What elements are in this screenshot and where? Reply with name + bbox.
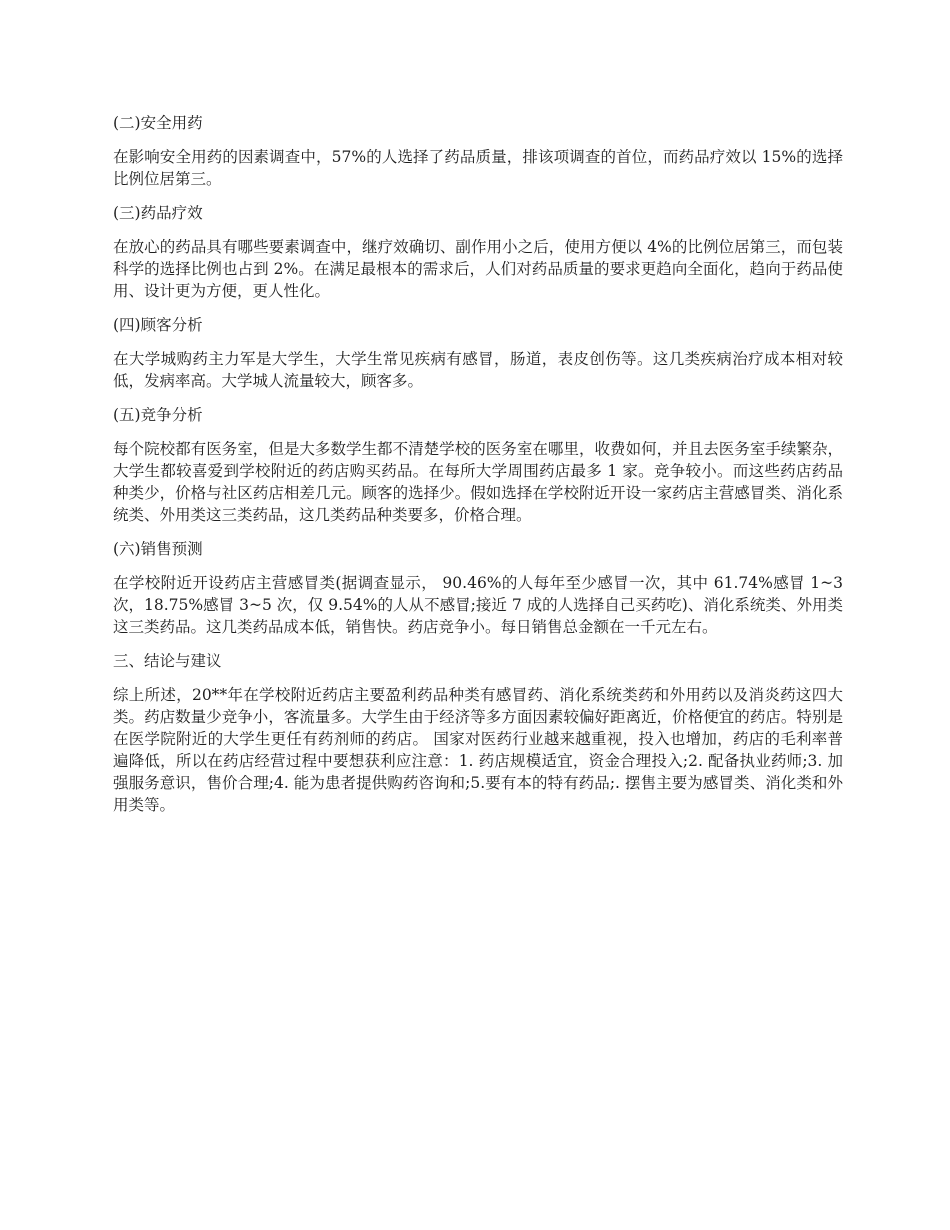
section-body-safe-medication: 在影响安全用药的因素调查中，57%的人选择了药品质量，排该项调查的首位，而药品疗效以 15%的选择比例位居第三。 [113, 148, 843, 188]
section-body-sales-forecast: 在学校附近开设药店主营感冒类(据调查显示， 90.46%的人每年至少感冒一次，其中 61.74%感冒 1~3 次，18.75%感冒 3~5 次，仅 9.54%的人从不感冒;接近 7 成的人选择自己买药吃)、消化系统类、外用类这三类药品。这几类药品成本低，销售快。药店竞争小。每日销售总金额在一千元左右。 [113, 574, 843, 636]
section-heading-customer-analysis: (四)顾客分析 [113, 316, 203, 334]
section-heading-competition-analysis: (五)竞争分析 [113, 406, 203, 424]
section-body-customer-analysis: 在大学城购药主力军是大学生，大学生常见疾病有感冒，肠道，表皮创伤等。这几类疾病治疗成本相对较低，发病率高。大学城人流量较大，顾客多。 [113, 350, 843, 390]
document-page [113, 112, 843, 828]
section-heading-sales-forecast: (六)销售预测 [113, 540, 203, 558]
section-heading-conclusion: 三、结论与建议 [113, 652, 222, 670]
section-body-drug-efficacy: 在放心的药品具有哪些要素调查中，继疗效确切、副作用小之后，使用方便以 4%的比例位居第三，而包装科学的选择比例也占到 2%。在满足最根本的需求后，人们对药品质量的要求更趋向全面化，趋向于药品使用、设计更为方便，更人性化。 [113, 238, 843, 300]
section-body-conclusion: 综上所述，20**年在学校附近药店主要盈利药品种类有感冒药、消化系统类药和外用药以及消炎药这四大类。药店数量少竞争小，客流量多。大学生由于经济等多方面因素较偏好距离近，价格便宜的药店。特别是在医学院附近的大学生更任有药剂师的药店。 国家对医药行业越来越重视，投入也增加，药店的毛利率普遍降低，所以在药店经营过程中要想获利应注意：1. 药店规模适宜，资金合理投入;2. 配备执业药师;3. 加强服务意识，售价合理;4. 能为患者提供购药咨询和;5.要有本的特有药品;. 摆售主要为感冒类、消化类和外用类等。 [113, 686, 843, 814]
section-body-competition-analysis: 每个院校都有医务室，但是大多数学生都不清楚学校的医务室在哪里，收费如何，并且去医务室手续繁杂，大学生都较喜爱到学校附近的药店购买药品。在每所大学周围药店最多 1 家。竞争较小。而这些药店药品种类少，价格与社区药店相差几元。顾客的选择少。假如选择在学校附近开设一家药店主营感冒类、消化系统类、外用类这三类药品，这几类药品种类要多，价格合理。 [113, 440, 843, 524]
section-heading-safe-medication: (二)安全用药 [113, 114, 203, 132]
section-heading-drug-efficacy: (三)药品疗效 [113, 204, 203, 222]
